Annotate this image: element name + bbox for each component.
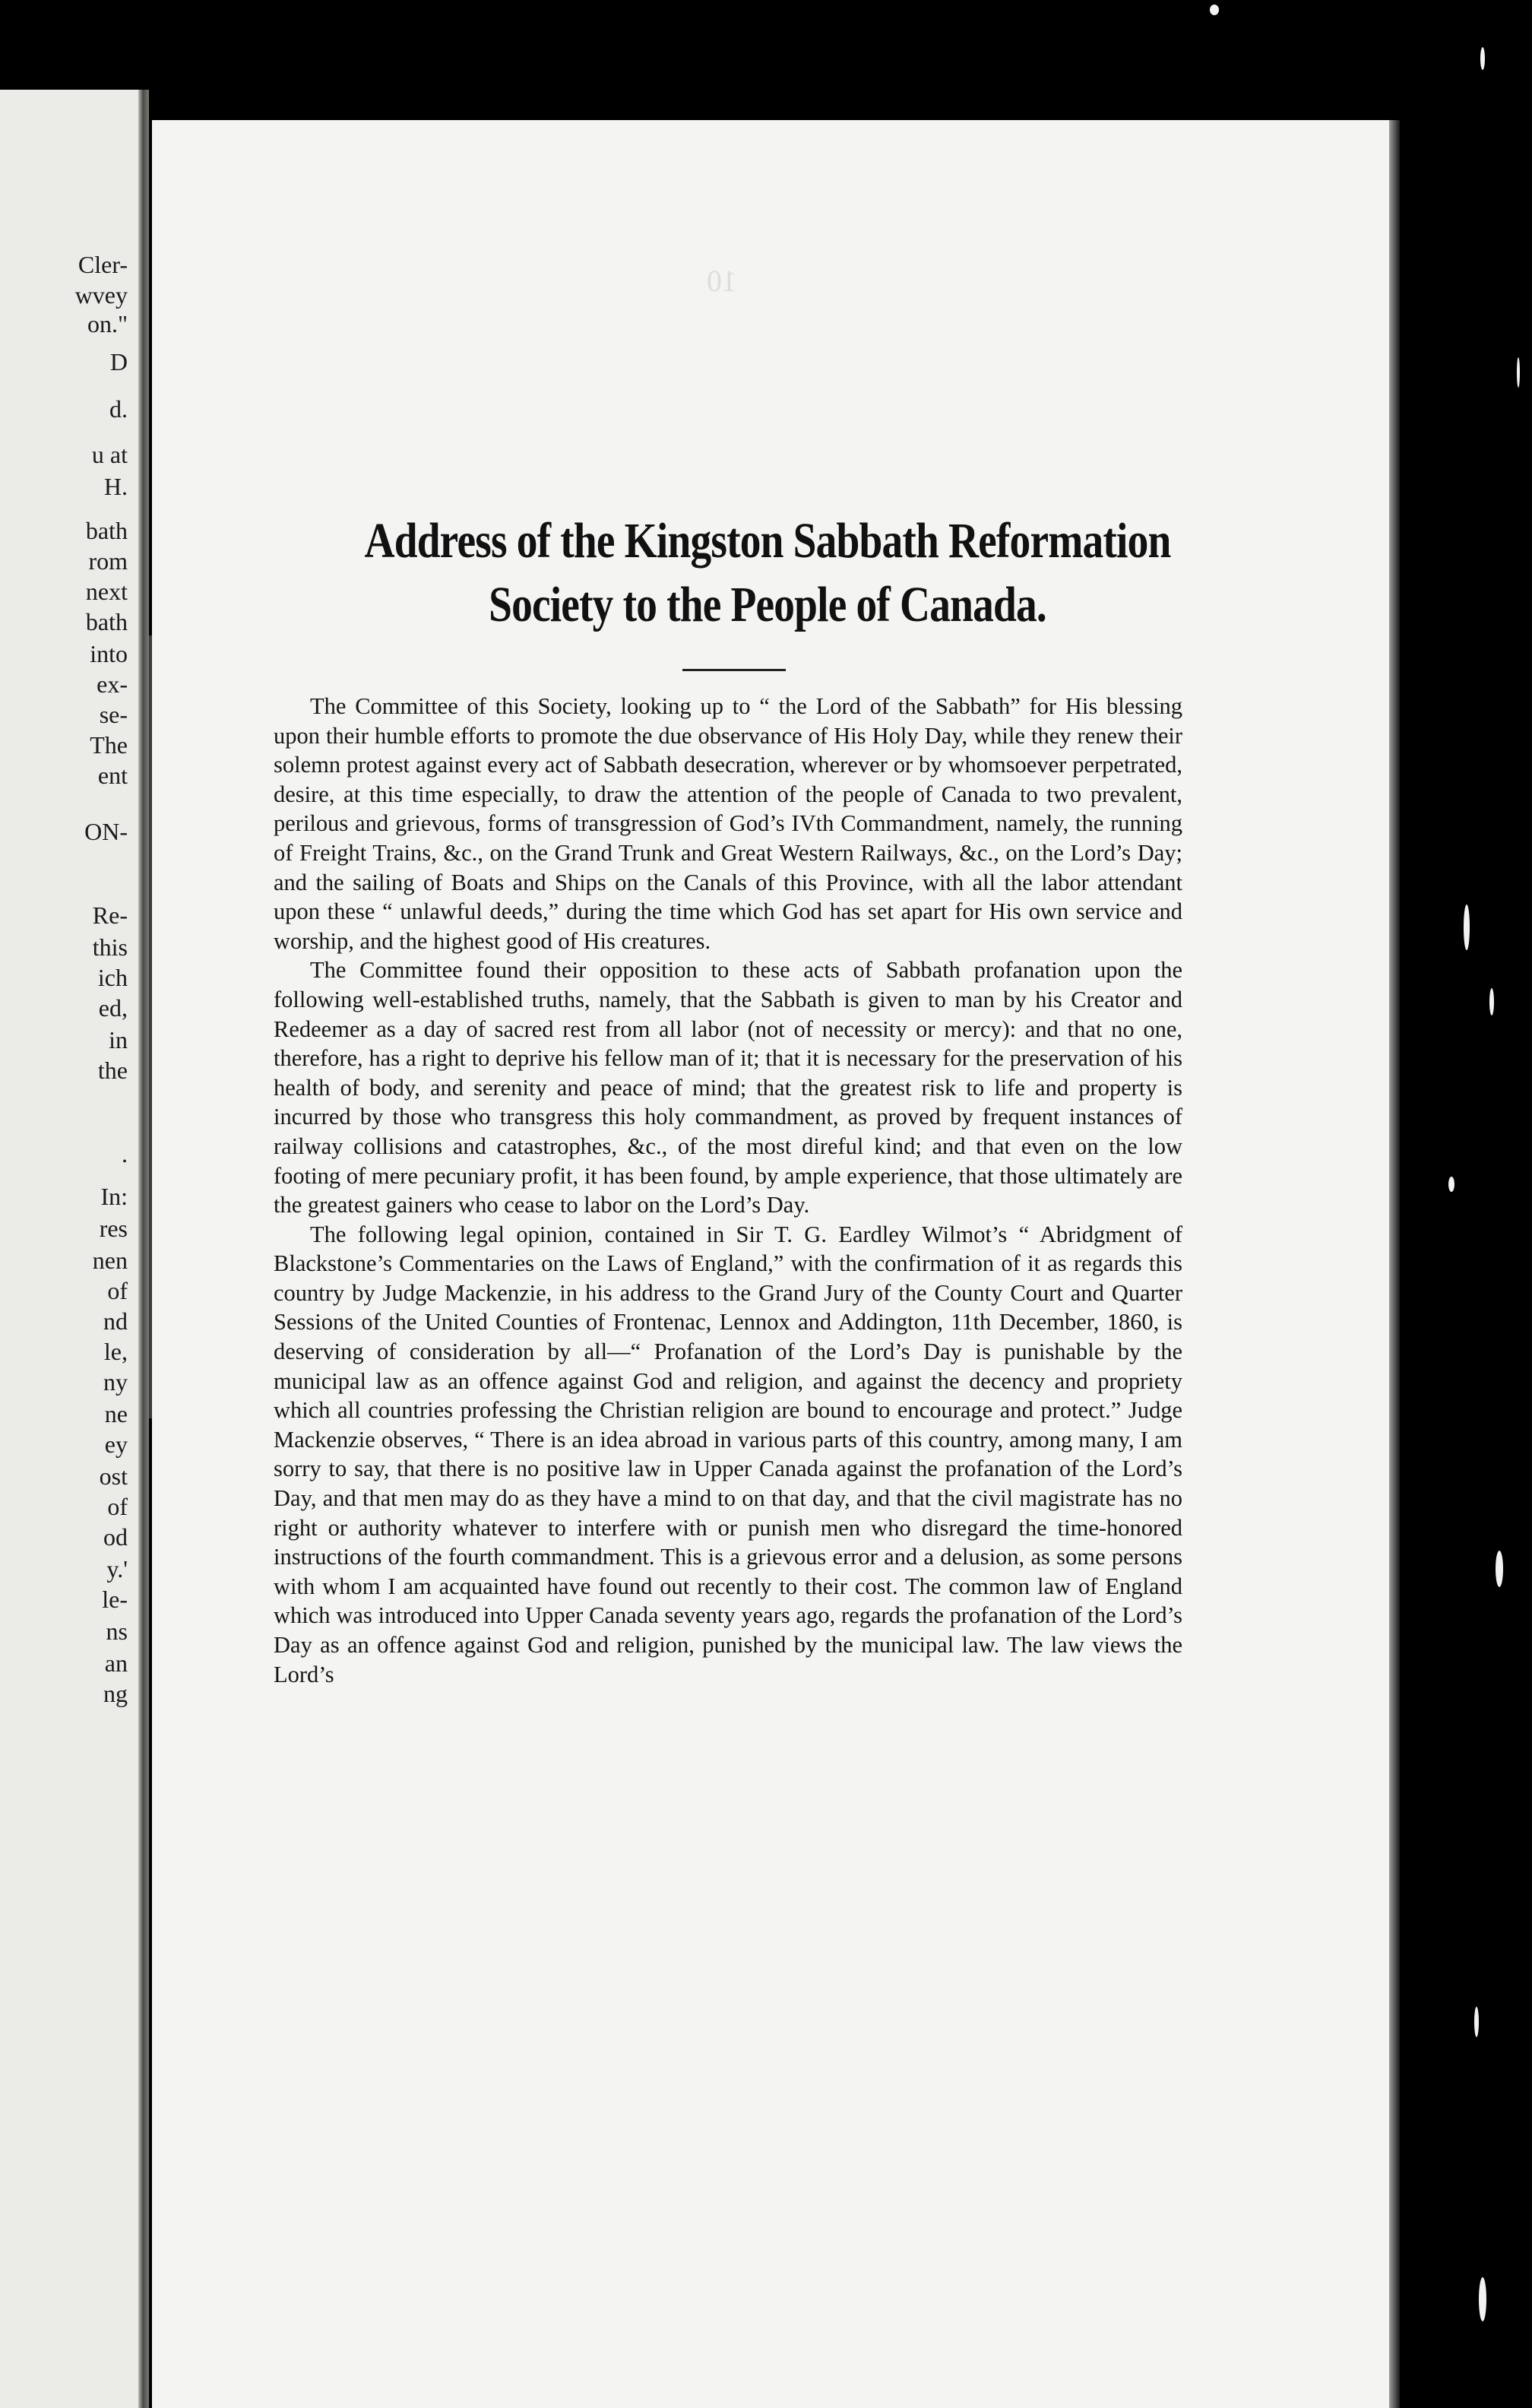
left-page-fragment-text: of [107, 1493, 128, 1520]
left-page-fragment-text: ng [103, 1680, 128, 1707]
left-page-fragment-text: d. [109, 395, 128, 423]
left-page-fragment-text: bath [85, 608, 128, 635]
document-title [353, 509, 1182, 637]
title-line-1: Address of the Kingston Sabbath Reformation [364, 513, 1171, 569]
left-page-fragment-text: rom [88, 547, 128, 575]
left-page-fragment-text: Cler- [78, 251, 128, 278]
left-page-fragment-text: ey [104, 1431, 128, 1458]
left-page-fragment-text: ost [99, 1462, 128, 1490]
scan-speck [1517, 357, 1520, 388]
left-page-fragment-text: le, [103, 1338, 128, 1365]
scan-speck [1210, 5, 1219, 15]
scan-speck [1480, 47, 1485, 70]
left-page-fragment-text: ich [97, 964, 128, 991]
left-page-fragment-text: in [109, 1026, 128, 1054]
left-page-fragment-text: y.' [106, 1555, 128, 1583]
page-edge-shadow [1389, 120, 1400, 2408]
paragraph-2: The Committee found their opposition to these acts of Sabbath profanation upon the following well-established truths, namely, that the Sabbath is given to man by his Creator and Redeemer as a day of sacred rest from all labor (not of necessity or mercy): and that no one, therefore, has a right to deprive his fellow man of it; that it is necessary for the preservation of his health of body, and serenity and peace of mind; that the greatest risk to life and property is incurred by those who transgress this holy commandment, as proved by frequent instances of railway collisions and catastrophes, &c., of the most direful kind; and that even on the low footing of mere pecuniary profit, it has been found, by ample experience, that those ultimately are the greatest gainers who cease to labor on the Lord’s Day. [274, 957, 1182, 1218]
left-page-fragment-text: nd [103, 1307, 128, 1335]
left-page-fragment-text: . [122, 1140, 128, 1168]
left-page-fragment-text: D [109, 348, 128, 375]
left-page-fragment-text: the [97, 1057, 128, 1084]
scan-speck [1489, 988, 1494, 1015]
left-page-fragment-text: Re- [92, 901, 128, 929]
title-line-2: Society to the People of Canada. [489, 577, 1046, 632]
left-page-fragment-text: ny [103, 1368, 128, 1396]
left-page-fragment-text: ex- [97, 670, 128, 698]
left-page-fragment-text: The [90, 731, 128, 759]
left-page-fragment-text: H. [103, 473, 128, 500]
left-page-fragment-text: res [99, 1215, 128, 1242]
paragraph-1: The Committee of this Society, looking up to “ the Lord of the Sabbath” for His blessing upon their humble efforts to promote the due observance of His Holy Day, while they renew their solemn protest against every act of Sabbath desecration, wherever or by whomsoever perpetrated, desire, at this time especially, to draw the attention of the people of Canada to two prevalent, perilous and grievous, forms of transgression of God’s IVth Commandment, namely, the running of Freight Trains, &c., on the Grand Trunk and Great Western Railways, &c., on the Lord’s Day; and the sailing of Boats and Ships on the Canals of this Province, with all the labor attendant upon these “ unlawful deeds,” during the time which God has set apart for His own service and worship, and the highest good of His creatures. [274, 693, 1182, 954]
left-page-fragment-text: on." [87, 310, 128, 337]
left-page-fragment-text: u at [91, 441, 128, 468]
page-gutter [138, 90, 149, 2408]
paragraph-3: The following legal opinion, contained in Sir T. G. Eardley Wilmot’s “ Abridgment of Blackstone’s Commentaries on the Laws of England,” with the confirmation of it as regards this country by Judge Mackenzie, in his address to the Grand Jury of the County Court and Quarter Sessions of the United Counties of Frontenac, Lennox and Addington, 11th December, 1860, is deserving of consideration by all—“ Profanation of the Lord’s Day is punishable by the municipal law as an offence against God and religion, and against the decency and propriety which all countries professing the Christian religion are bound to encourage and protect.” Judge Mackenzie observes, “ There is an idea abroad in various parts of this country, among many, I am sorry to say, that there is no positive law in Upper Canada against the profanation of the Lord’s Day, and that men may do as they have a mind to on that day, and that the civil magistrate has no right or authority whatever to interfere with or punish men who disregard the time-honored instructions of the fourth commandment. This is a grievous error and a delusion, as some persons with whom I am acquainted have found out recently to their cost. The common law of England which was introduced into Upper Canada seventy years ago, regards the profanation of the Lord’s Day as an offence against God and religion, punished by the municipal law. The law views the Lord’s [274, 1221, 1182, 1687]
left-page-fragment [0, 90, 138, 2408]
left-page-fragment-text: this [92, 933, 128, 961]
title-divider [682, 669, 786, 671]
left-page-fragment-text: ns [106, 1617, 128, 1645]
left-page-fragment-text: In: [100, 1183, 128, 1210]
scan-speck [1448, 1177, 1454, 1192]
left-page-fragment-text: nen [92, 1247, 128, 1274]
scan-speck [1474, 2007, 1479, 2037]
left-page-fragment-text: ON- [84, 818, 128, 845]
scan-speck [1496, 1551, 1503, 1587]
left-page-fragment-text: od [103, 1523, 128, 1551]
left-page-fragment-text: ent [97, 762, 128, 789]
left-page-fragment-text: wvey [74, 281, 128, 309]
left-page-fragment-text: ne [104, 1400, 128, 1427]
body-text [274, 692, 1182, 1689]
left-page-fragment-text: se- [99, 701, 128, 728]
left-page-fragment-text: an [104, 1649, 128, 1677]
left-page-fragment-text: next [85, 578, 128, 605]
scan-speck [1464, 905, 1470, 950]
left-page-fragment-text: of [107, 1277, 128, 1304]
left-page-fragment-text: le- [102, 1586, 128, 1613]
left-page-fragment-text: into [90, 640, 128, 667]
scan-speck [1479, 2277, 1486, 2321]
left-page-fragment-text: ed, [98, 994, 128, 1022]
left-page-fragment-text: bath [85, 517, 128, 544]
